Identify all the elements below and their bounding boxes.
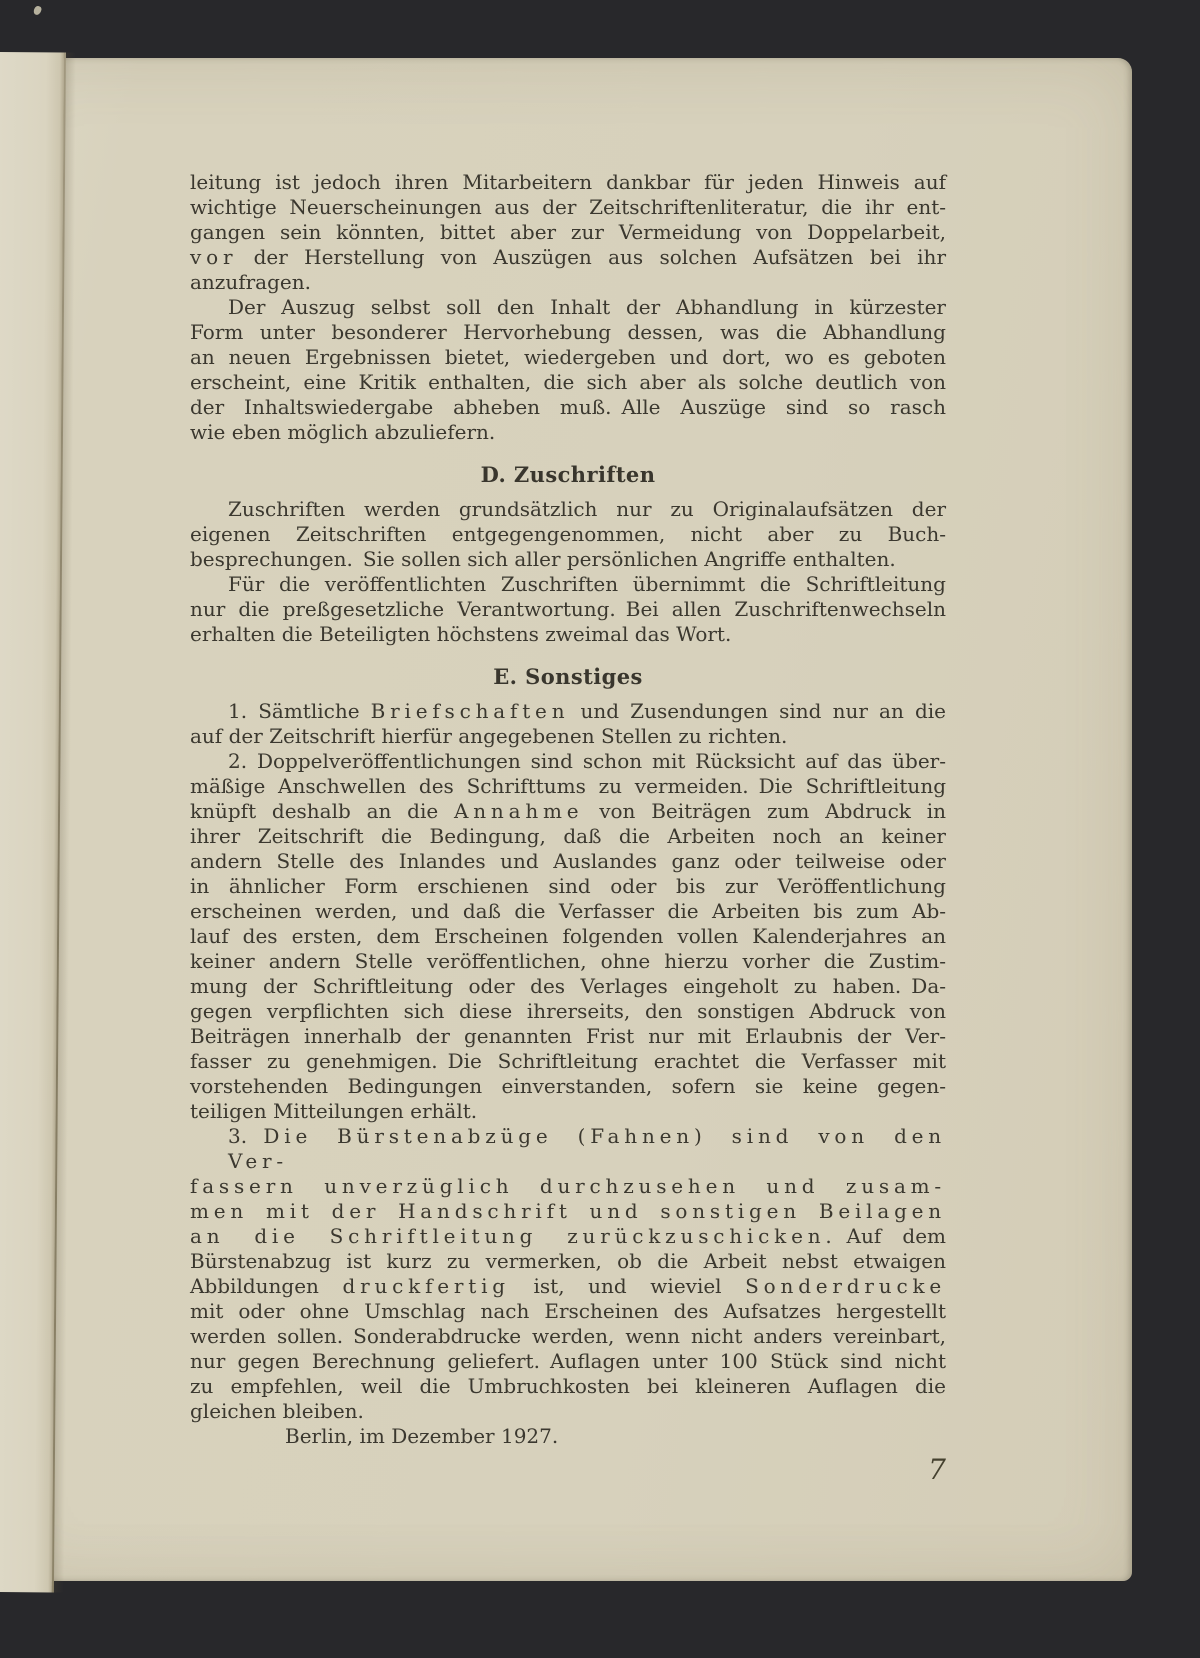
text-line: [190, 1324, 946, 1349]
text-line: [190, 724, 946, 749]
letterspaced-text: fassern unverzüglich durchzusehen und zusam-: [190, 1174, 946, 1198]
text-line: [190, 420, 946, 445]
text-line: [190, 1099, 946, 1124]
text-line: [190, 622, 946, 647]
text-segment: erhalten die Beteiligten höchstens zweimal das Wort.: [190, 622, 732, 646]
text-line: [190, 824, 946, 849]
text-segment: leitung ist jedoch ihren Mitarbeitern dankbar für jeden Hinweis auf: [190, 170, 946, 194]
text-line: [190, 924, 946, 949]
text-segment: fasser zu genehmigen. Die Schriftleitung erachtet die Verfasser mit: [190, 1049, 946, 1073]
letterspaced-text: men mit der Handschrift und sonstigen Beilagen: [190, 1199, 946, 1223]
paragraph-auszug: [190, 295, 946, 445]
text-line: [190, 1024, 946, 1049]
text-line: [190, 974, 946, 999]
text-segment: Abbildungen: [190, 1274, 343, 1298]
text-line: [190, 899, 946, 924]
letterspaced-text: an die Schriftleitung zurückzuschicken.: [190, 1224, 837, 1248]
text-segment: knüpft deshalb an die: [190, 799, 454, 823]
text-line: [190, 1224, 946, 1249]
text-segment: nur gegen Berechnung geliefert. Auflagen unter 100 Stück sind nicht: [190, 1349, 946, 1373]
text-segment: keiner andern Stelle veröffentlichen, ohne hierzu vorher die Zustim-: [190, 949, 946, 973]
text-segment: erscheint, eine Kritik enthalten, die sich aber als solche deutlich von: [190, 370, 946, 394]
text-line: [190, 774, 946, 799]
text-segment: teiligen Mitteilungen erhält.: [190, 1099, 478, 1123]
text-line: [190, 220, 946, 245]
text-segment: lauf des ersten, dem Erscheinen folgenden vollen Kalenderjahres an: [190, 924, 946, 948]
text-line: [190, 597, 946, 622]
text-line: [190, 1299, 946, 1324]
text-line: [190, 1399, 946, 1424]
letterspaced-text: Briefschaften: [370, 699, 570, 723]
letterspaced-text: vor: [190, 245, 238, 269]
text-line: [190, 295, 946, 320]
text-segment: der Herstellung von Auszügen aus solchen Aufsätzen bei ihr: [237, 245, 946, 269]
text-segment: mäßige Anschwellen des Schrifttums zu vermeiden. Die Schriftleitung: [190, 774, 946, 798]
text-line: [190, 999, 946, 1024]
text-segment: erscheinen werden, und daß die Verfasser die Arbeiten bis zum Ab-: [190, 899, 946, 923]
text-line: [190, 245, 946, 270]
text-segment: vorstehenden Bedingungen einverstanden, sofern sie keine gegen-: [190, 1074, 946, 1098]
text-segment: mit oder ohne Umschlag nach Erscheinen des Aufsatzes hergestellt: [190, 1299, 946, 1323]
section-e-heading: E. Sonstiges: [493, 664, 643, 689]
text-segment: zu empfehlen, weil die Umbruchkosten bei kleineren Auflagen die: [190, 1374, 946, 1398]
text-line: [190, 1424, 946, 1449]
text-segment: eigenen Zeitschriften entgegengenommen, nicht aber zu Buch-: [190, 522, 946, 546]
text-line: [190, 270, 946, 295]
text-segment: besprechungen. Sie sollen sich aller persönlichen Angriffe enthalten.: [190, 547, 896, 571]
letterspaced-text: druckfertig: [342, 1274, 510, 1298]
text-segment: auf der Zeitschrift hierfür angegebenen Stellen zu richten.: [190, 724, 788, 748]
text-segment: wie eben möglich abzuliefern.: [190, 420, 496, 444]
text-segment: in ähnlicher Form erschienen sind oder bis zur Veröffentlichung: [190, 874, 946, 898]
text-line: [190, 799, 946, 824]
text-line: [190, 195, 946, 220]
text-segment: 1. Sämtliche: [228, 699, 371, 723]
text-segment: mung der Schriftleitung oder des Verlages eingeholt zu haben. Da-: [190, 974, 946, 998]
text-segment: Bürstenabzug ist kurz zu vermerken, ob die Arbeit nebst etwaigen: [190, 1249, 946, 1273]
paragraph-zuschriften-2: [190, 572, 946, 647]
text-line: [190, 1074, 946, 1099]
scan-dust-speck: [33, 5, 43, 16]
text-line: [190, 370, 946, 395]
text-segment: Der Auszug selbst soll den Inhalt der Abhandlung in kürzester: [228, 295, 946, 319]
text-segment: Zuschriften werden grundsätzlich nur zu Originalaufsätzen der: [228, 497, 946, 521]
text-line: [190, 522, 946, 547]
text-line: [190, 1374, 946, 1399]
paragraph-item-1: [190, 699, 946, 749]
page-fold: [0, 52, 90, 1593]
text-segment: Auf dem: [836, 1224, 946, 1248]
text-segment: andern Stelle des Inlandes und Auslandes ganz oder teilweise oder: [190, 849, 946, 873]
letterspaced-text: Annahme: [454, 799, 584, 823]
text-segment: von Beiträgen zum Abdruck in: [583, 799, 946, 823]
text-line: [190, 699, 946, 724]
paragraph-item-3: [190, 1124, 946, 1424]
text-segment: wichtige Neuerscheinungen aus der Zeitschriftenliteratur, die ihr ent-: [190, 195, 946, 219]
text-line: [190, 395, 946, 420]
section-d-heading: D. Zuschriften: [480, 462, 656, 487]
text-line: [190, 1249, 946, 1274]
text-line: [190, 874, 946, 899]
paragraph-item-2: [190, 749, 946, 1124]
text-segment: und Zusendungen sind nur an die: [569, 699, 946, 723]
text-segment: werden sollen. Sonderabdrucke werden, wenn nicht anders vereinbart,: [190, 1324, 946, 1348]
text-segment: 2. Doppelveröffentlichungen sind schon mit Rücksicht auf das über-: [228, 749, 946, 773]
text-segment: Berlin, im Dezember 1927.: [285, 1424, 559, 1448]
text-line: [190, 547, 946, 572]
letterspaced-text: Sonderdrucke: [745, 1274, 946, 1298]
text-line: [190, 1349, 946, 1374]
text-segment: Form unter besonderer Hervorhebung dessen, was die Abhandlung: [190, 320, 946, 344]
paragraph-zuschriften-1: [190, 497, 946, 572]
text-line: [190, 1049, 946, 1074]
paragraph-continuation: [190, 170, 946, 295]
text-line: [190, 1199, 946, 1224]
text-segment: gegen verpflichten sich diese ihrerseits, den sonstigen Abdruck von: [190, 999, 946, 1023]
text-line: [190, 320, 946, 345]
dateline: [190, 1424, 946, 1449]
text-line: [190, 1174, 946, 1199]
text-segment: Beiträgen innerhalb der genannten Frist nur mit Erlaubnis der Ver-: [190, 1024, 946, 1048]
scanned-page: [0, 58, 1132, 1581]
text-line: [190, 749, 946, 774]
text-line: [190, 345, 946, 370]
text-line: [190, 1124, 946, 1174]
text-segment: nur die preßgesetzliche Verantwortung. Bei allen Zuschriftenwechseln: [190, 597, 946, 621]
text-segment: gangen sein könnten, bittet aber zur Vermeidung von Doppelarbeit,: [190, 220, 946, 244]
text-segment: an neuen Ergebnissen bietet, wiedergeben und dort, wo es geboten: [190, 345, 946, 369]
text-segment: 3.: [228, 1124, 264, 1148]
letterspaced-text: Die Bürstenabzüge (Fahnen) sind von den Ver-: [228, 1124, 946, 1173]
text-segment: ihrer Zeitschrift die Bedingung, daß die Arbeiten noch an keiner: [190, 824, 946, 848]
text-line: [190, 497, 946, 522]
text-line: [190, 949, 946, 974]
text-segment: gleichen bleiben.: [190, 1399, 364, 1423]
text-segment: anzufragen.: [190, 270, 311, 294]
text-line: [190, 1274, 946, 1299]
text-segment: der Inhaltswiedergabe abheben muß. Alle Auszüge sind so rasch: [190, 395, 946, 419]
text-segment: Für die veröffentlichten Zuschriften übernimmt die Schriftleitung: [228, 572, 946, 596]
page-number: 7: [928, 1453, 946, 1486]
text-line: [190, 170, 946, 195]
text-segment: ist, und wieviel: [509, 1274, 746, 1298]
text-line: [190, 572, 946, 597]
text-line: [190, 849, 946, 874]
text-column: [190, 170, 946, 1449]
